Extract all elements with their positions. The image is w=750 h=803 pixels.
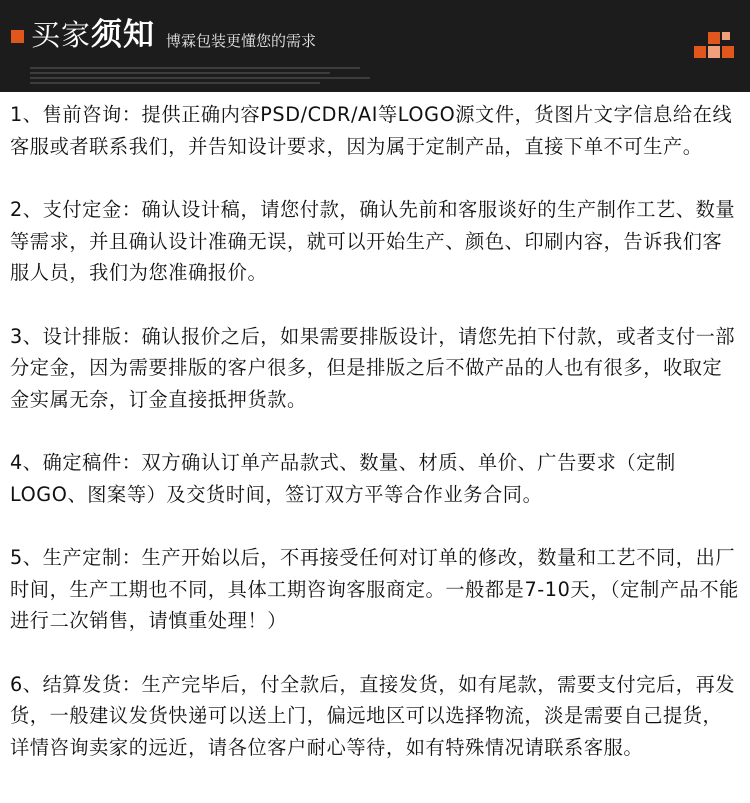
deco-square [694, 46, 706, 58]
notice-paragraph: 4、确定稿件：双方确认订单产品款式、数量、材质、单价、广告要求（定制LOGO、图案等）及交货时间，签订双方平等合作业务合同。 [10, 451, 676, 506]
page-subtitle: 博霖包装更懂您的需求 [166, 32, 317, 50]
page-title [31, 18, 155, 52]
decorative-line [30, 77, 370, 79]
notice-paragraph: 2、支付定金：确认设计稿，请您付款，确认先前和客服谈好的生产制作工艺、数量等需求，并且确认设计准确无误，就可以开始生产、颜色、印刷内容，告诉我们客服人员，我们为您准确报价。 [10, 198, 736, 284]
decorative-line [30, 72, 330, 74]
notice-paragraph: 1、售前咨询：提供正确内容PSD/CDR/AI等LOGO源文件，货图片文字信息给在线客服或者联系我们，并告知设计要求，因为属于定制产品，直接下单不可生产。 [10, 103, 733, 158]
title-light: 买家 [31, 18, 92, 52]
orange-square-icon [11, 30, 24, 43]
decorative-line [30, 67, 360, 69]
title-bold: 须知 [91, 17, 156, 53]
notice-paragraph: 5、生产定制：生产开始以后，不再接受任何对订单的修改，数量和工艺不同，出厂时间，生产工期也不同，具体工期咨询客服商定。一般都是7-10天，（定制产品不能进行二次销售，请慎重处理！） [10, 546, 739, 632]
decorative-line [30, 82, 320, 84]
notice-body [0, 95, 750, 763]
header-banner [0, 0, 750, 92]
notice-paragraph: 3、设计排版：确认报价之后，如果需要排版设计，请您先拍下付款，或者支付一部分定金，因为需要排版的客户很多，但是排版之后不做产品的人也有很多，收取定金实属无奈，订金直接抵押货款。 [10, 324, 736, 411]
deco-square [722, 32, 730, 40]
deco-square [708, 32, 720, 44]
deco-square [722, 46, 734, 58]
decorative-squares-icon [694, 28, 736, 60]
notice-paragraph: 6、结算发货：生产完毕后，付全款后，直接发货，如有尾款，需要支付完后，再发货，一般建议发货快递可以送上门，偏远地区可以选择物流，淡是需要自己提货，详情咨询卖家的远近，请各位客户耐心等待，如有特殊情况请联系客服。 [10, 672, 736, 759]
deco-square [708, 46, 720, 58]
